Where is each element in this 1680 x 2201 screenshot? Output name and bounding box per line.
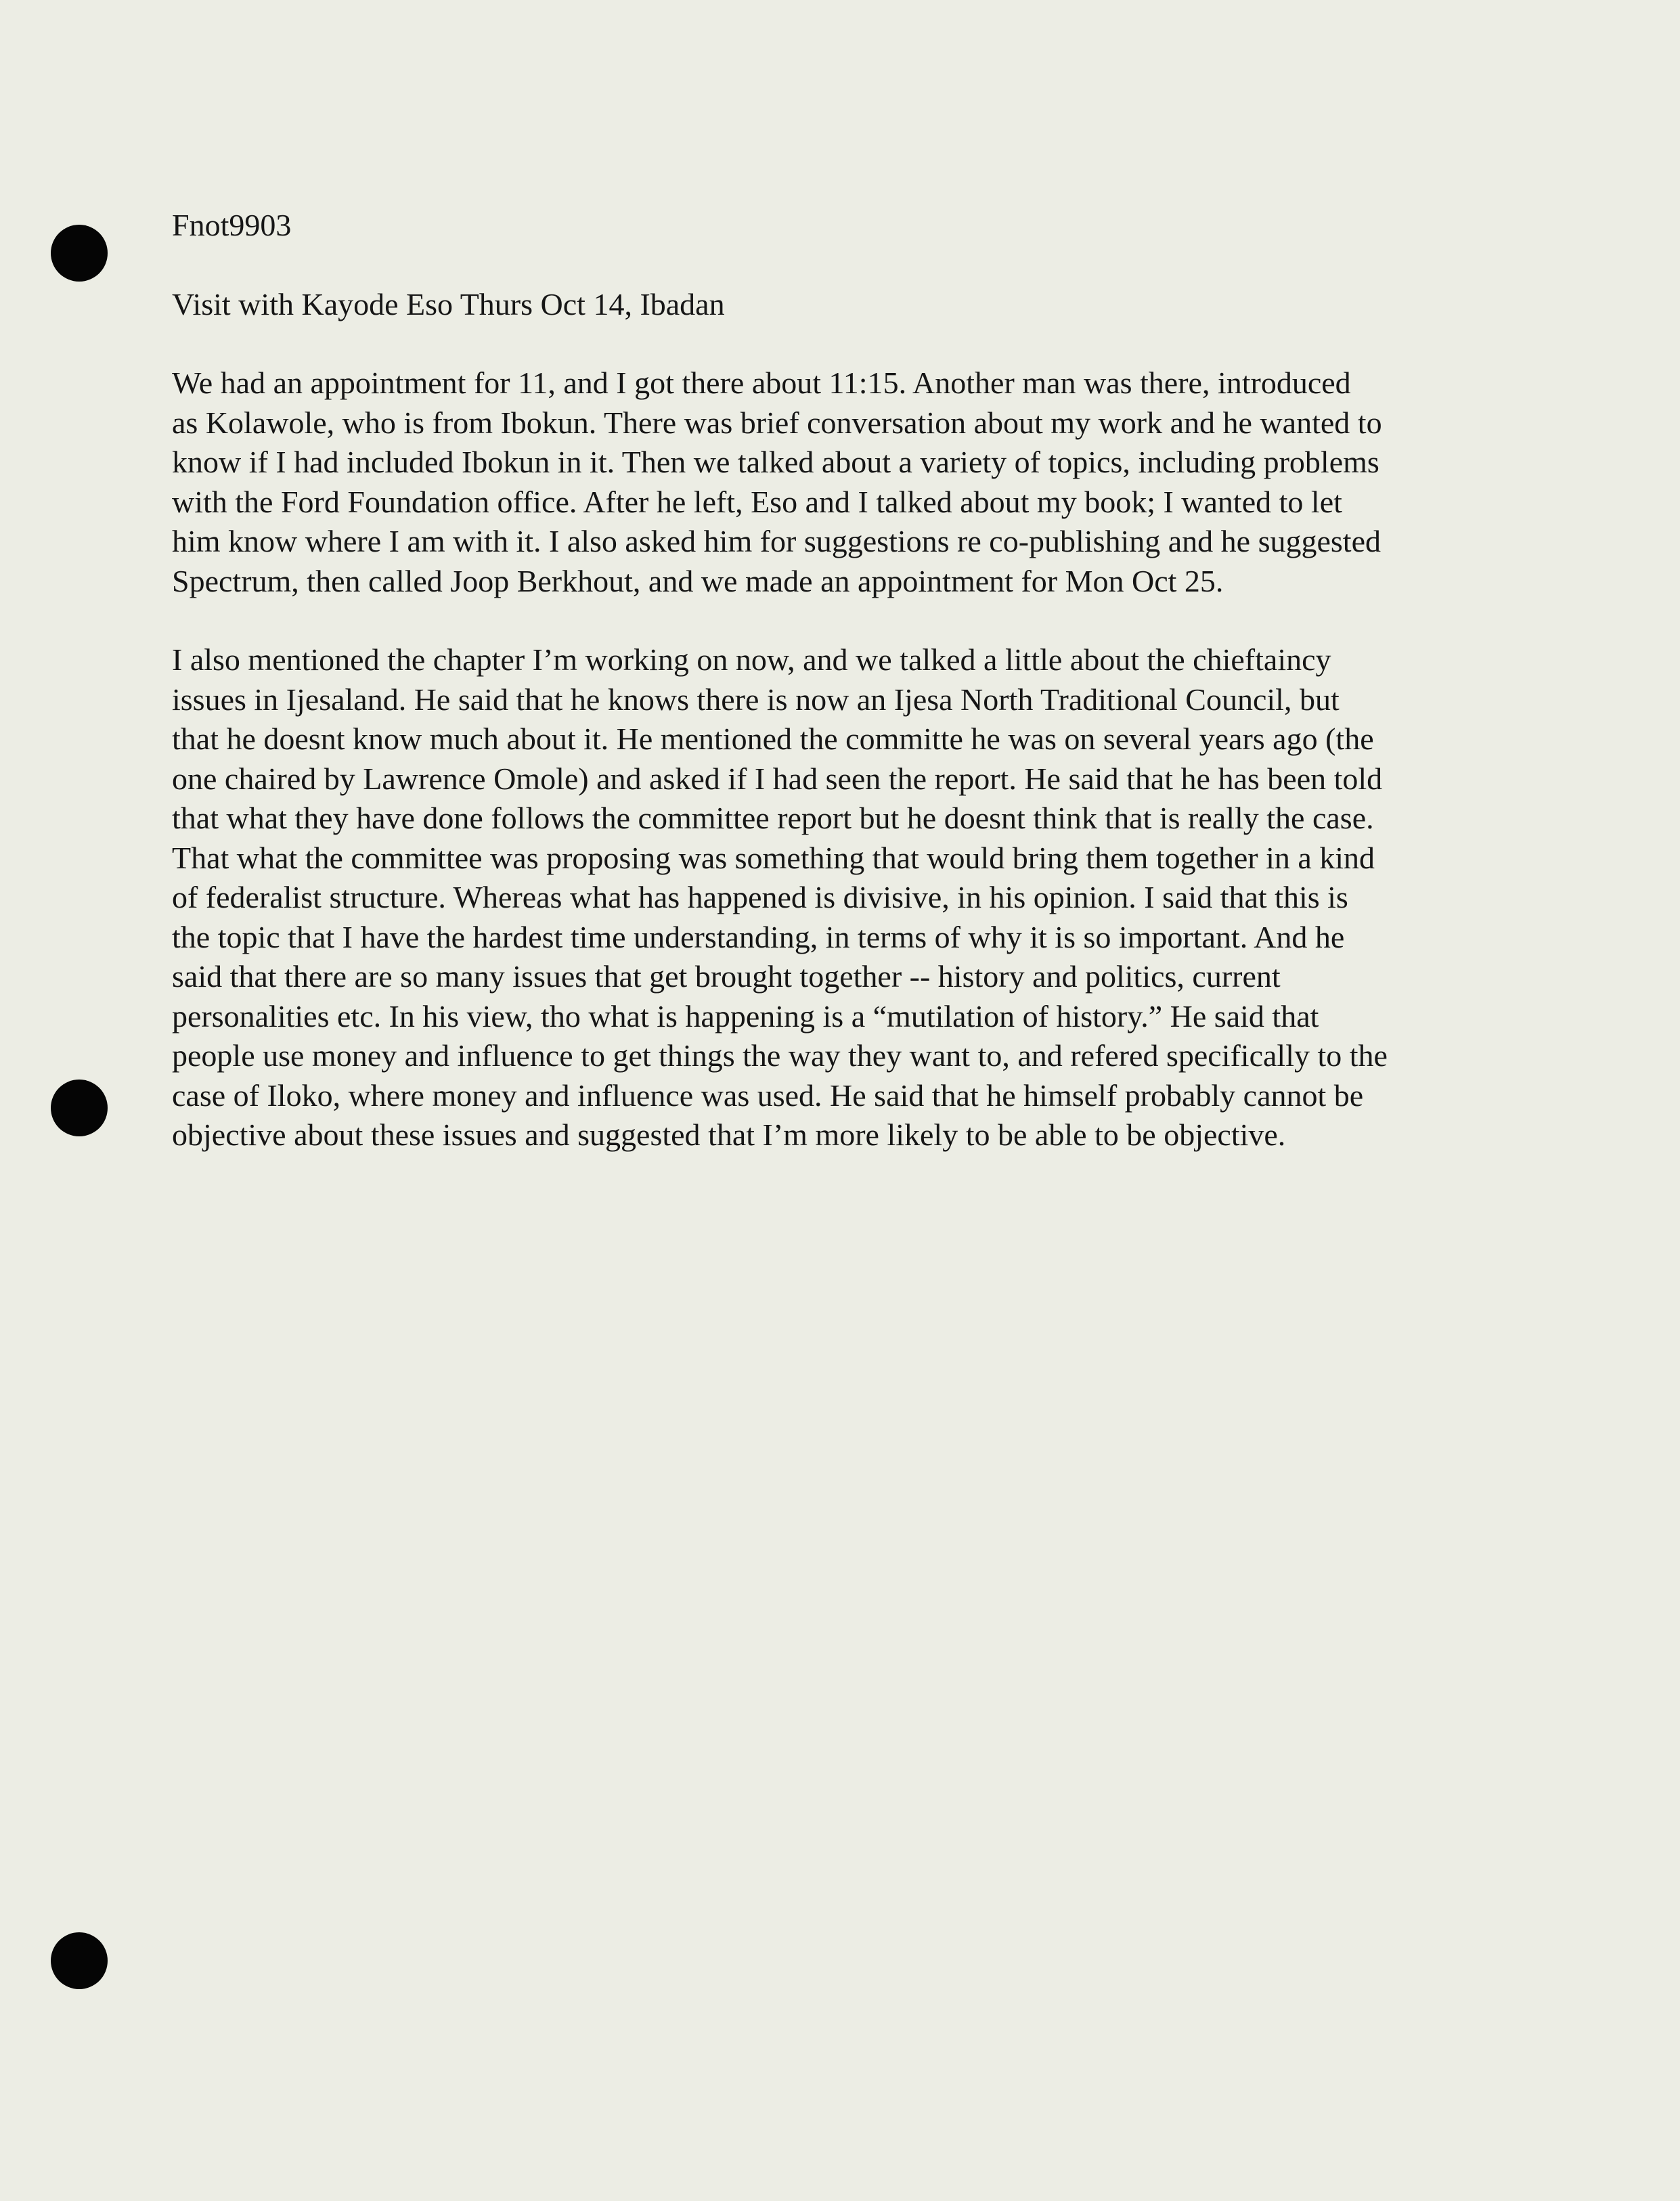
text-line: know if I had included Ibokun in it. Then we talked about a variety of topics, including problems	[172, 445, 1379, 479]
text-line: said that there are so many issues that get brought together -- history and politics, current	[172, 959, 1281, 994]
document-body	[172, 206, 1553, 1155]
text-line: that what they have done follows the committee report but he doesnt think that is really the case.	[172, 801, 1374, 835]
text-line: of federalist structure. Whereas what has happened is divisive, in his opinion. I said that this is	[172, 880, 1348, 914]
text-line: one chaired by Lawrence Omole) and asked if I had seen the report. He said that he has been told	[172, 761, 1383, 796]
text-line: Spectrum, then called Joop Berkhout, and we made an appointment for Mon Oct 25.	[172, 563, 1224, 598]
paragraph	[172, 640, 1553, 1155]
text-line: That what the committee was proposing was something that would bring them together in a kind	[172, 840, 1375, 875]
text-line: the topic that I have the hardest time understanding, in terms of why it is so important. And he	[172, 919, 1345, 954]
text-line: We had an appointment for 11, and I got there about 11:15. Another man was there, introduced	[172, 365, 1351, 400]
text-line: that he doesnt know much about it. He mentioned the committe he was on several years ago (the	[172, 721, 1374, 756]
text-line: people use money and influence to get things the way they want to, and refered specifically to the	[172, 1038, 1388, 1073]
text-line: I also mentioned the chapter I’m working on now, and we talked a little about the chieftaincy	[172, 642, 1331, 677]
punch-hole	[51, 225, 108, 282]
document-id: Fnot9903	[172, 208, 292, 242]
text-line: objective about these issues and suggested that I’m more likely to be able to be objective.	[172, 1117, 1286, 1152]
text-line: as Kolawole, who is from Ibokun. There was brief conversation about my work and he wanted to	[172, 405, 1382, 440]
paragraph	[172, 363, 1553, 601]
punch-hole	[51, 1932, 108, 1989]
document-title: Visit with Kayode Eso Thurs Oct 14, Ibadan	[172, 286, 725, 321]
text-line: case of Iloko, where money and influence was used. He said that he himself probably cannot be	[172, 1077, 1364, 1113]
text-line: with the Ford Foundation office. After he left, Eso and I talked about my book; I wanted to let	[172, 484, 1342, 519]
punch-hole	[51, 1080, 108, 1136]
text-line: him know where I am with it. I also asked him for suggestions re co-publishing and he suggested	[172, 524, 1381, 558]
text-line: issues in Ijesaland. He said that he knows there is now an Ijesa North Traditional Council, but	[172, 682, 1340, 717]
text-line: personalities etc. In his view, tho what is happening is a “mutilation of history.” He said that	[172, 998, 1319, 1033]
